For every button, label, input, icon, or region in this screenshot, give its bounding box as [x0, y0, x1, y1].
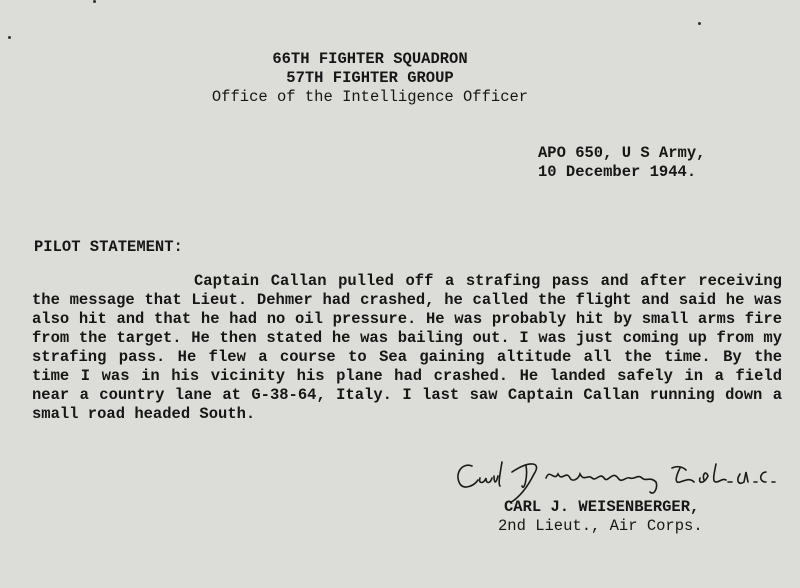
handwritten-signature — [450, 452, 795, 502]
squadron-name: 66TH FIGHTER SQUADRON — [272, 50, 468, 68]
signature-block — [498, 498, 703, 536]
office-name: Office of the Intelligence Officer — [211, 88, 529, 106]
signer-rank: 2nd Lieut., Air Corps. — [498, 517, 703, 535]
date: 10 December 1944. — [538, 163, 697, 181]
dateline — [538, 144, 705, 182]
statement-body — [32, 272, 782, 424]
signer-name: CARL J. WEISENBERGER, — [504, 498, 700, 516]
statement-heading: PILOT STATEMENT: — [34, 238, 183, 256]
paper-speck — [93, 0, 96, 3]
paper-speck — [698, 22, 701, 25]
group-name: 57TH FIGHTER GROUP — [286, 69, 454, 87]
paper-speck — [8, 36, 11, 39]
signature-image — [450, 452, 795, 502]
statement-text: Captain Callan pulled off a strafing pass and after receiving the message that Lieut. Dehmer had crashed, he called the flight and said he was also hit and that he had no oil pressure. He was probably hit by small arms fire from the target. He then stated he was bailing out. I was just coming up from my strafing pass. He flew a course to Sea gaining altitude all the time. By the time I was in his vicinity his plane had crashed. He landed safely in a field near a country lane at G-38-64, Italy. I last saw Captain Callan running down a small road headed South. — [32, 272, 782, 423]
letterhead — [0, 50, 740, 107]
location: APO 650, U S Army, — [538, 144, 706, 162]
